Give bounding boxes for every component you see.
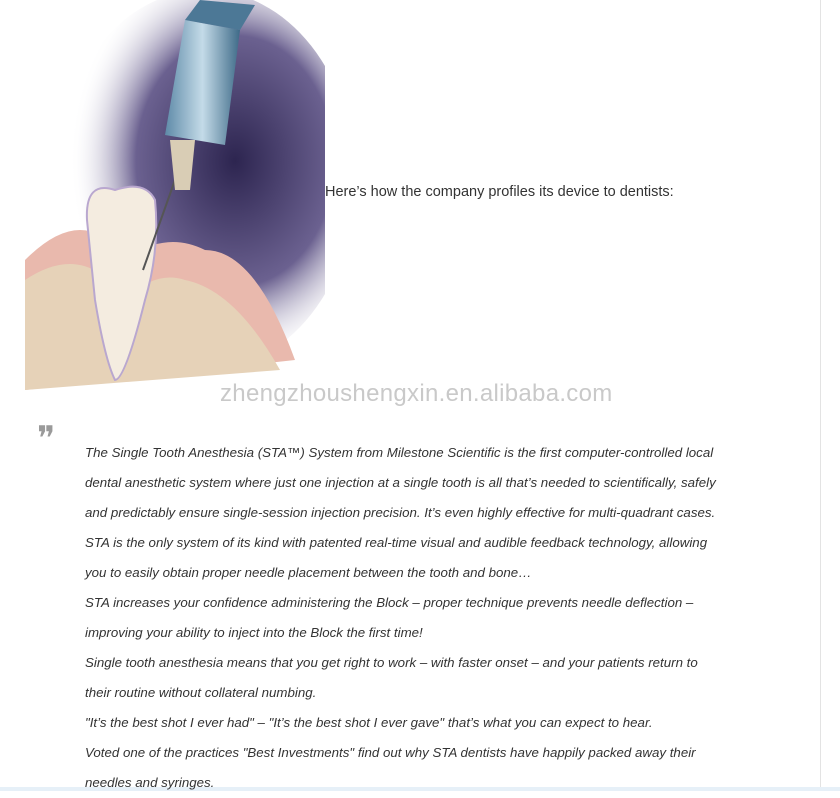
quote-line: The Single Tooth Anesthesia (STA™) System from Milestone Scientific is the first computer-controlled local xyxy=(85,445,714,460)
quote-line: Single tooth anesthesia means that you get right to work – with faster onset – and your patients return to xyxy=(85,655,698,670)
dental-injection-illustration xyxy=(25,0,325,390)
quote-line: Voted one of the practices "Best Investments" find out why STA dentists have happily packed away their xyxy=(85,745,696,760)
quote-line: you to easily obtain proper needle placement between the tooth and bone… xyxy=(85,565,532,580)
quote-icon: ❞ xyxy=(37,419,56,459)
quote-line: improving your ability to inject into the Block the first time! xyxy=(85,625,423,640)
quote-line: needles and syringes. xyxy=(85,775,215,790)
quote-line: STA increases your confidence administering the Block – proper technique prevents needle deflection – xyxy=(85,595,694,610)
watermark: zhengzhoushengxin.en.alibaba.com xyxy=(220,380,613,407)
blockquote xyxy=(85,438,775,798)
intro-text: Here’s how the company profiles its device to dentists: xyxy=(325,184,674,200)
quote-line: and predictably ensure single-session injection precision. It’s even highly effective for multi-quadrant cases. xyxy=(85,505,716,520)
quote-line: their routine without collateral numbing. xyxy=(85,685,317,700)
quote-line: "It’s the best shot I ever had" – "It’s the best shot I ever gave" that’s what you can expect to hear. xyxy=(85,715,653,730)
quote-line: dental anesthetic system where just one injection at a single tooth is all that’s needed to scientifically, safely xyxy=(85,475,716,490)
quote-line: STA is the only system of its kind with patented real-time visual and audible feedback technology, allowing xyxy=(85,535,708,550)
page-divider xyxy=(820,0,821,791)
